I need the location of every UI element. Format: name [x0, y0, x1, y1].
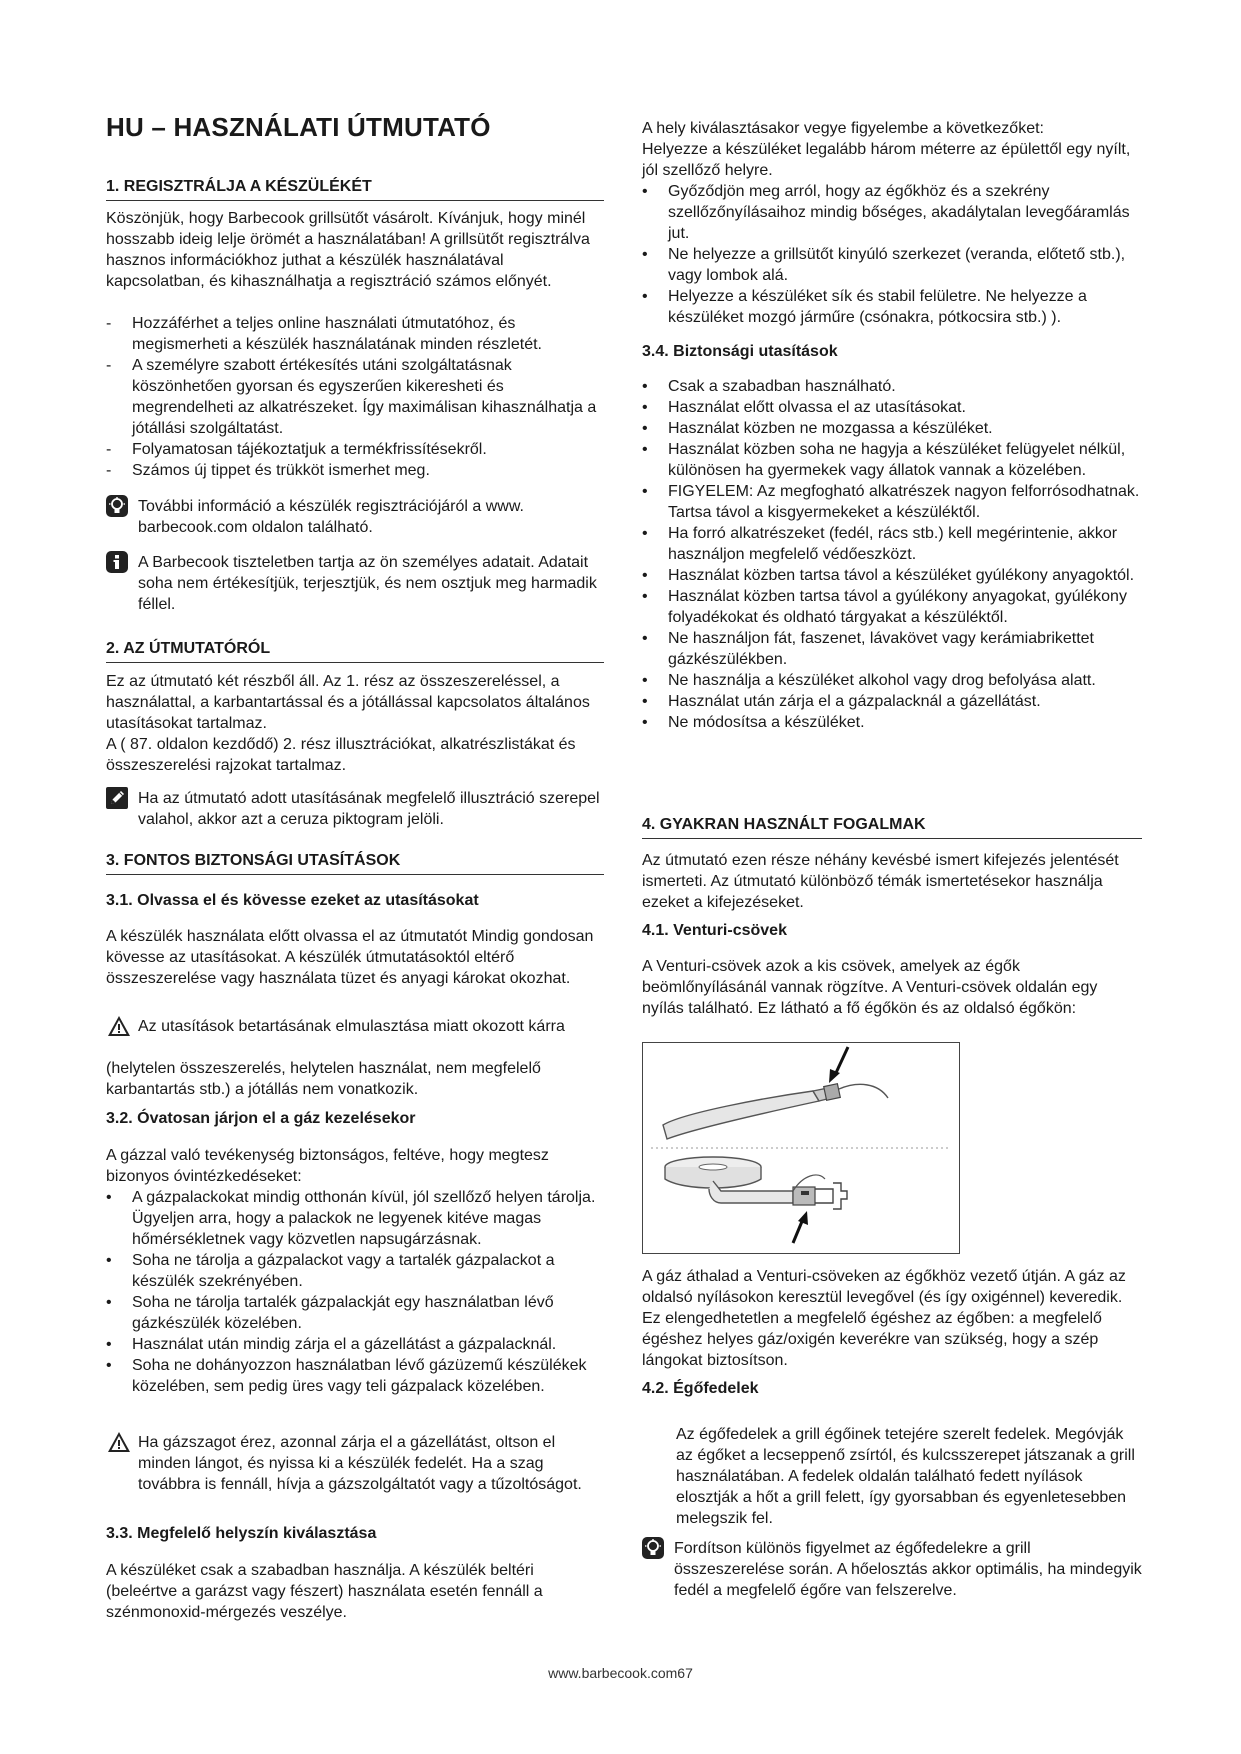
section-2-paragraph-1: Ez az útmutató két részből áll. Az 1. rész az összeszereléssel, a használattal, a karbantartással és a jótállással kapcsolatos általános utasításokat tartalmaz.	[106, 673, 590, 732]
section-4-1-heading: 4.1. Venturi-csövek	[642, 922, 787, 939]
list-item: • Használat után mindig zárja el a gázellátást a gázpalacknál.	[106, 1336, 557, 1353]
list-item: • Ne használjon fát, faszenet, lávakövet vagy kerámiabrikettet gázkészülékben.	[642, 630, 1094, 668]
section-3-2-heading: 3.2. Óvatosan járjon el a gáz kezelésekor	[106, 1110, 416, 1127]
list-item: - Számos új tippet és trükköt ismerhet meg.	[106, 462, 430, 479]
burner-cover-tip-text: Fordítson különös figyelmet az égőfedelekre a grill összeszerelése során. A hőelosztás akkor optimális, ha mindegyik fedél a megfelelő égőre van felszerelve.	[674, 1540, 1142, 1599]
list-item: • Győződjön meg arról, hogy az égőkhöz és a szekrény szellőzőnyílásaihoz mindig bőséges, akadálytalan levegőáramlás jut.	[642, 183, 1130, 242]
list-item: • Soha ne dohányozzon használatban lévő gázüzemű készülékek közelében, sem pedig üres vagy teli gázpalack közelében.	[106, 1357, 587, 1395]
section-3-3-paragraph: A készüléket csak a szabadban használja. A készülék beltéri (beleértve a garázst vagy fészert) használata esetén fennáll a szénmonoxid-mérgezés veszélye.	[106, 1562, 543, 1621]
section-2-paragraph-2: A ( 87. oldalon kezdődő) 2. rész illusztrációkat, alkatrészlistákat és összeszerelési rajzokat tartalmaz.	[106, 736, 576, 774]
pencil-note	[106, 788, 604, 830]
list-item: • Használat közben tartsa távol a készüléket gyúlékony anyagoktól.	[642, 567, 1135, 584]
list-item: • Használat előtt olvassa el az utasításokat.	[642, 399, 966, 416]
warranty-warning-text-b: (helytelen összeszerelés, helytelen használat, nem megfelelő karbantartás stb.) a jótállás nem vonatkozik.	[106, 1060, 541, 1098]
list-item: • Soha ne tárolja a gázpalackot vagy a tartalék gázpalackot a készülék szekrényében.	[106, 1252, 555, 1290]
list-item: • Ha forró alkatrészeket (fedél, rács stb.) kell megérintenie, akkor használjon megfelelő védőeszközt.	[642, 525, 1118, 563]
section-3-4-heading: 3.4. Biztonsági utasítások	[642, 343, 838, 360]
gas-handling-list	[106, 1187, 604, 1397]
section-4-paragraph: Az útmutató ezen része néhány kevésbé ismert kifejezés jelentését ismerteti. Az útmutató különböző témák ismertetésekor használja ezeket a kifejezéseket.	[642, 852, 1119, 911]
page-title: HU – HASZNÁLATI ÚTMUTATÓ	[106, 112, 491, 142]
lightbulb-icon	[106, 495, 128, 517]
warranty-warning-text-a: Az utasítások betartásának elmulasztása miatt okozott kárra	[138, 1018, 565, 1035]
location-intro: A hely kiválasztásakor vegye figyelembe a következőket:	[642, 120, 1044, 137]
page-footer: www.barbecook.com67	[548, 1665, 693, 1681]
section-4-2-heading: 4.2. Égőfedelek	[642, 1380, 759, 1397]
venturi-illustration	[643, 1043, 959, 1253]
burner-cover-tip-note	[642, 1538, 1142, 1601]
registration-tip-text: További információ a készülék regisztrációjáról a www. barbecook.com oldalon található.	[138, 498, 524, 536]
section-2-heading: 2. AZ ÚTMUTATÓRÓL	[106, 640, 604, 663]
section-3-1-paragraph: A készülék használata előtt olvassa el az útmutatót Mindig gondosan kövesse az utasításokat. A készülék útmutatásoktól eltérő összeszerelése vagy használata tüzet és anyagi károkat okozhat.	[106, 928, 594, 987]
venturi-tube-diagram	[642, 1042, 960, 1254]
lightbulb-icon	[642, 1537, 664, 1559]
section-3-3-heading: 3.3. Megfelelő helyszín kiválasztása	[106, 1525, 377, 1542]
section-4-heading: 4. GYAKRAN HASZNÁLT FOGALMAK	[642, 816, 1142, 839]
info-icon	[106, 551, 128, 573]
gas-smell-warning-text: Ha gázszagot érez, azonnal zárja el a gázellátást, oltson el minden lángot, és nyissa ki a készülék fedelét. Ha a szag továbbra is fennáll, hívja a gázszolgáltatót vagy a tűzoltóságot.	[138, 1434, 582, 1493]
list-item: - Hozzáférhet a teljes online használati útmutatóhoz, és megismerheti a készülék használatának minden részletét.	[106, 315, 542, 353]
pencil-note-text: Ha az útmutató adott utasításának megfelelő illusztráció szerepel valahol, akkor azt a ceruza piktogram jelöli.	[138, 790, 600, 828]
gas-smell-warning-note	[106, 1432, 604, 1495]
pencil-icon	[106, 787, 128, 809]
list-item: • Ne módosítsa a készüléket.	[642, 714, 865, 731]
list-item: • Ne használja a készüléket alkohol vagy drog befolyása alatt.	[642, 672, 1096, 689]
section-1-heading: 1. REGISZTRÁLJA A KÉSZÜLÉKÉT	[106, 178, 604, 201]
list-item: • A gázpalackokat mindig otthonán kívül, jól szellőző helyen tárolja. Ügyeljen arra, hogy a palackok ne legyenek kitéve magas hőmérsékletnek vagy közvetlen napsugárzásnak.	[106, 1189, 596, 1248]
section-4-1-paragraph: A Venturi-csövek azok a kis csövek, amelyek az égők beömlőnyílásánál vannak rögzítve. A Venturi-csövek oldalán egy nyílás található. Ez látható a fő égőkön és az oldalsó égőkön:	[642, 958, 1098, 1017]
list-item: • Használat közben tartsa távol a gyúlékony anyagokat, gyúlékony folyadékokat és oldható tárgyakat a készüléktől.	[642, 588, 1127, 626]
section-4-2-paragraph: Az égőfedelek a grill égőinek tetejére szerelt fedelek. Megóvják az égőket a lecseppenő zsírtól, és kulcsszerepet játszanak a grill használatában. A fedelek oldalán található fedett nyílások elosztják a hőt a grill felett, így gyorsabban és egyenletesebben melegszik fel.	[676, 1426, 1135, 1527]
list-item: - Folyamatosan tájékoztatjuk a termékfrissítésekről.	[106, 441, 487, 458]
location-distance: Helyezze a készüléket legalább három méterre az épülettől egy nyílt, jól szellőző helyre.	[642, 141, 1131, 179]
location-list	[642, 181, 1142, 328]
section-1-benefits-list	[106, 313, 604, 481]
list-item: - A személyre szabott értékesítés utáni szolgáltatásnak köszönhetően gyorsan és egyszerűen kikeresheti és megrendelheti az alkatrészeket. Így maximálisan kihasználhatja a jótállási szolgáltatást.	[106, 357, 597, 437]
section-1-intro: Köszönjük, hogy Barbecook grillsütőt vásárolt. Kívánjuk, hogy minél hosszabb ideig lelje örömét a használatában! A grillsütőt regisztrálva hasznos információkhoz juthat a készülék használatával kapcsolatban, és kihasználhatja a regisztráció számos előnyét.	[106, 210, 590, 290]
list-item: • FIGYELEM: Az megfogható alkatrészek nagyon felforrósodhatnak. Tartsa távol a kisgyermekeket a készüléktől.	[642, 483, 1140, 521]
privacy-info-text: A Barbecook tiszteletben tartja az ön személyes adatait. Adatait soha nem értékesítjük, terjesztjük, és nem osztjuk meg harmadik féllel.	[138, 554, 597, 613]
privacy-info-note	[106, 552, 604, 615]
list-item: • Soha ne tárolja tartalék gázpalackját egy használatban lévő gázkészülék közelében.	[106, 1294, 554, 1332]
section-3-heading: 3. FONTOS BIZTONSÁGI UTASÍTÁSOK	[106, 852, 604, 875]
list-item: • Csak a szabadban használható.	[642, 378, 896, 395]
list-item: • Használat után zárja el a gázpalacknál a gázellátást.	[642, 693, 1041, 710]
section-3-2-paragraph: A gázzal való tevékenység biztonságos, feltéve, hogy megtesz bizonyos óvintézkedéseket:	[106, 1147, 549, 1185]
warning-icon	[106, 1431, 132, 1453]
section-3-1-heading: 3.1. Olvassa el és kövesse ezeket az utasításokat	[106, 892, 479, 909]
list-item: • Ne helyezze a grillsütőt kinyúló szerkezet (veranda, előtető stb.), vagy lombok alá.	[642, 246, 1126, 284]
list-item: • Használat közben soha ne hagyja a készüléket felügyelet nélkül, különösen ha gyermekek vagy állatok vannak a közelében.	[642, 441, 1126, 479]
registration-tip-note	[106, 496, 604, 538]
warranty-warning-note	[106, 1016, 604, 1037]
warning-icon	[106, 1015, 132, 1037]
list-item: • Helyezze a készüléket sík és stabil felületre. Ne helyezze a készüléket mozgó járműre (csónakra, pótkocsira stb.) ).	[642, 288, 1087, 326]
section-4-1-paragraph-2: A gáz áthalad a Venturi-csöveken az égőkhöz vezető útján. A gáz az oldalsó nyílásokon keresztül levegővel (és így oxigénnel) keveredik. Ez elengedhetetlen a megfelelő égéshez az égőben: a megfelelő égéshez helyes gáz/oxigén keverékre van szükség, hogy a szép lángokat biztosítson.	[642, 1268, 1126, 1369]
safety-instructions-list	[642, 376, 1142, 733]
list-item: • Használat közben ne mozgassa a készüléket.	[642, 420, 993, 437]
